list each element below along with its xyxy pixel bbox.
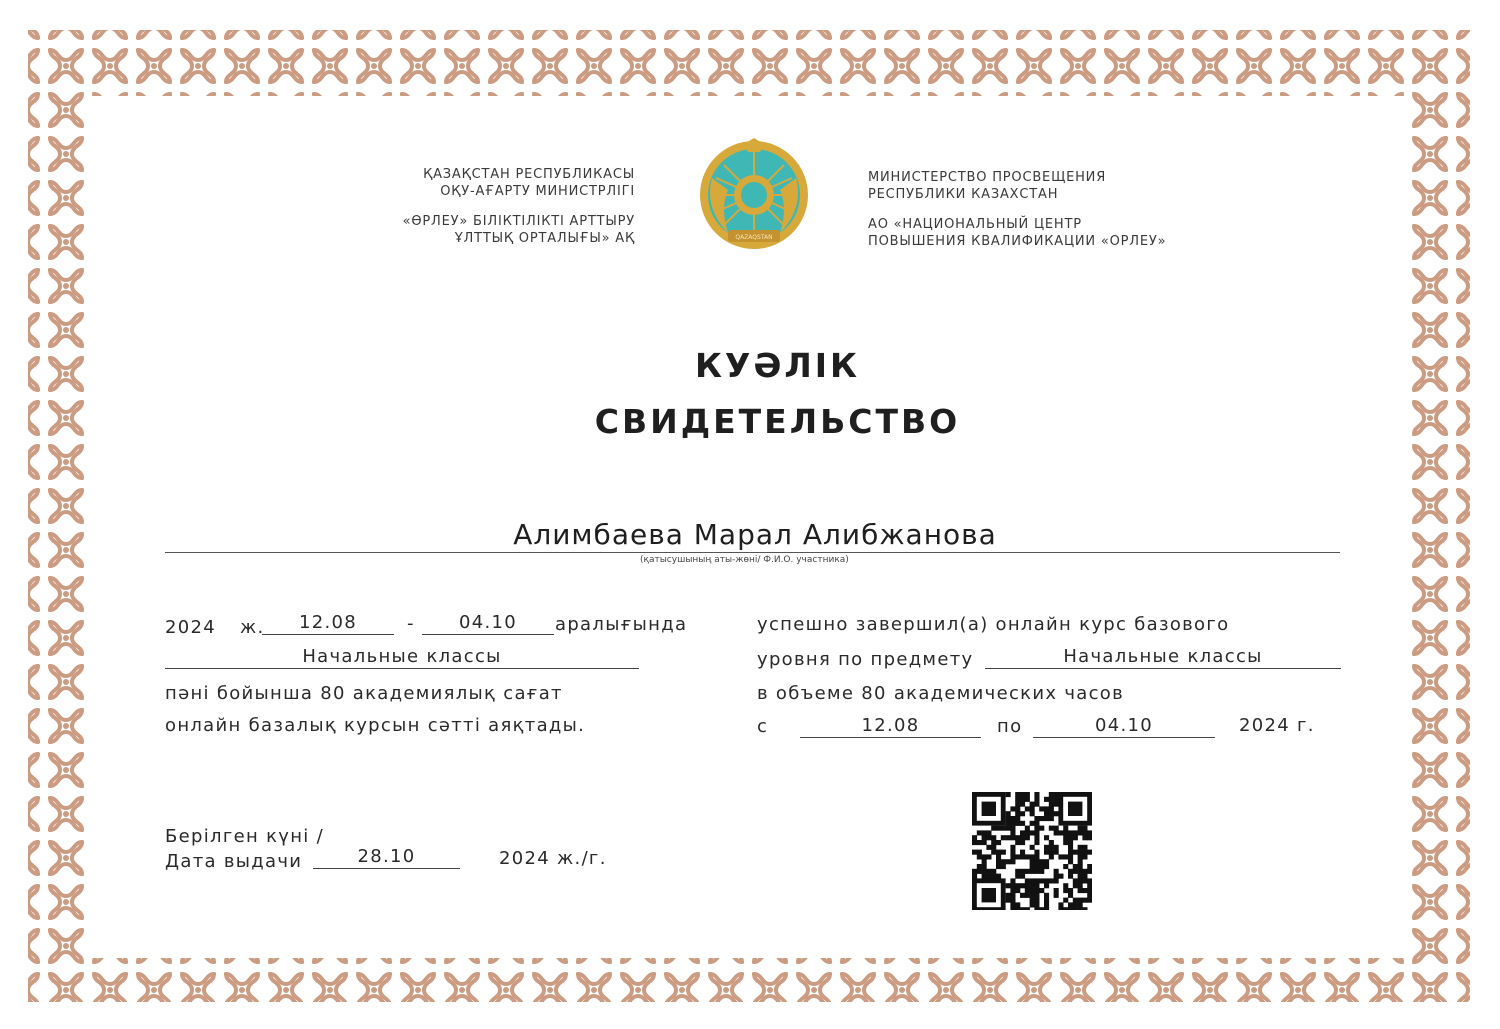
qr-code[interactable] [972,792,1092,910]
title-ru: СВИДЕТЕЛЬСТВО [594,402,961,441]
ru-line-3: в объеме 80 академических часов [757,683,1124,704]
ministry-header-kz [403,166,635,247]
state-emblem-icon [698,138,810,252]
header-ru-line-1: МИНИСТЕРСТВО ПРОСВЕЩЕНИЯ [868,170,1107,185]
kz-start-date: 12.08 [262,612,394,635]
ru-to-label: по [997,716,1023,737]
ru-year: 2024 г. [1239,715,1315,736]
emblem-label: QAZAQSTAN [735,234,773,241]
header-ru-line-3: АО «НАЦИОНАЛЬНЫЙ ЦЕНТР [868,217,1082,232]
header-ru-line-2: РЕСПУБЛИКИ КАЗАХСТАН [868,187,1059,202]
kz-year-suffix: ж. [240,617,265,638]
issue-date: 28.10 [313,846,460,869]
kz-between: аралығында [555,614,688,635]
participant-name-line [165,552,1340,553]
header-kz-line-2: ОҚУ-АҒАРТУ МИНИСТРЛІГІ [440,184,635,199]
kz-subject: Начальные классы [165,646,639,669]
title-kz: КУӘЛІК [694,346,861,385]
ru-from-label: с [757,716,769,737]
ru-line-1: успешно завершил(а) онлайн курс базового [757,614,1230,635]
ru-from-date: 12.08 [800,715,981,738]
kz-year: 2024 [165,617,217,638]
issue-label-ru: Дата выдачи [165,851,303,872]
ministry-header-ru [868,169,1166,250]
header-kz-line-4: ҰЛТТЫҚ ОРТАЛЫҒЫ» АҚ [454,231,635,246]
kz-line-3: пәні бойынша 80 академиялық сағат [165,683,563,704]
ru-line-2-prefix: уровня по предмету [757,649,974,670]
kz-dash: - [407,613,415,634]
ru-subject: Начальные классы [985,646,1341,669]
ru-to-date: 04.10 [1033,715,1215,738]
issue-year: 2024 ж./г. [499,848,607,869]
kz-end-date: 04.10 [422,612,554,635]
issue-label-kz: Берілген күні / [165,826,324,847]
participant-name: Алимбаева Марал Алибжанова [513,518,997,551]
kz-line-4: онлайн базалық курсын сәтті аяқтады. [165,715,586,736]
header-ru-line-4: ПОВЫШЕНИЯ КВАЛИФИКАЦИИ «ОРЛЕУ» [868,234,1167,249]
header-kz-line-3: «ӨРЛЕУ» БІЛІКТІЛІКТІ АРТТЫРУ [402,214,635,229]
participant-name-caption: (қатысушының аты-жөні/ Ф.И.О. участника) [640,555,849,565]
header-kz-line-1: ҚАЗАҚСТАН РЕСПУБЛИКАСЫ [423,167,635,182]
